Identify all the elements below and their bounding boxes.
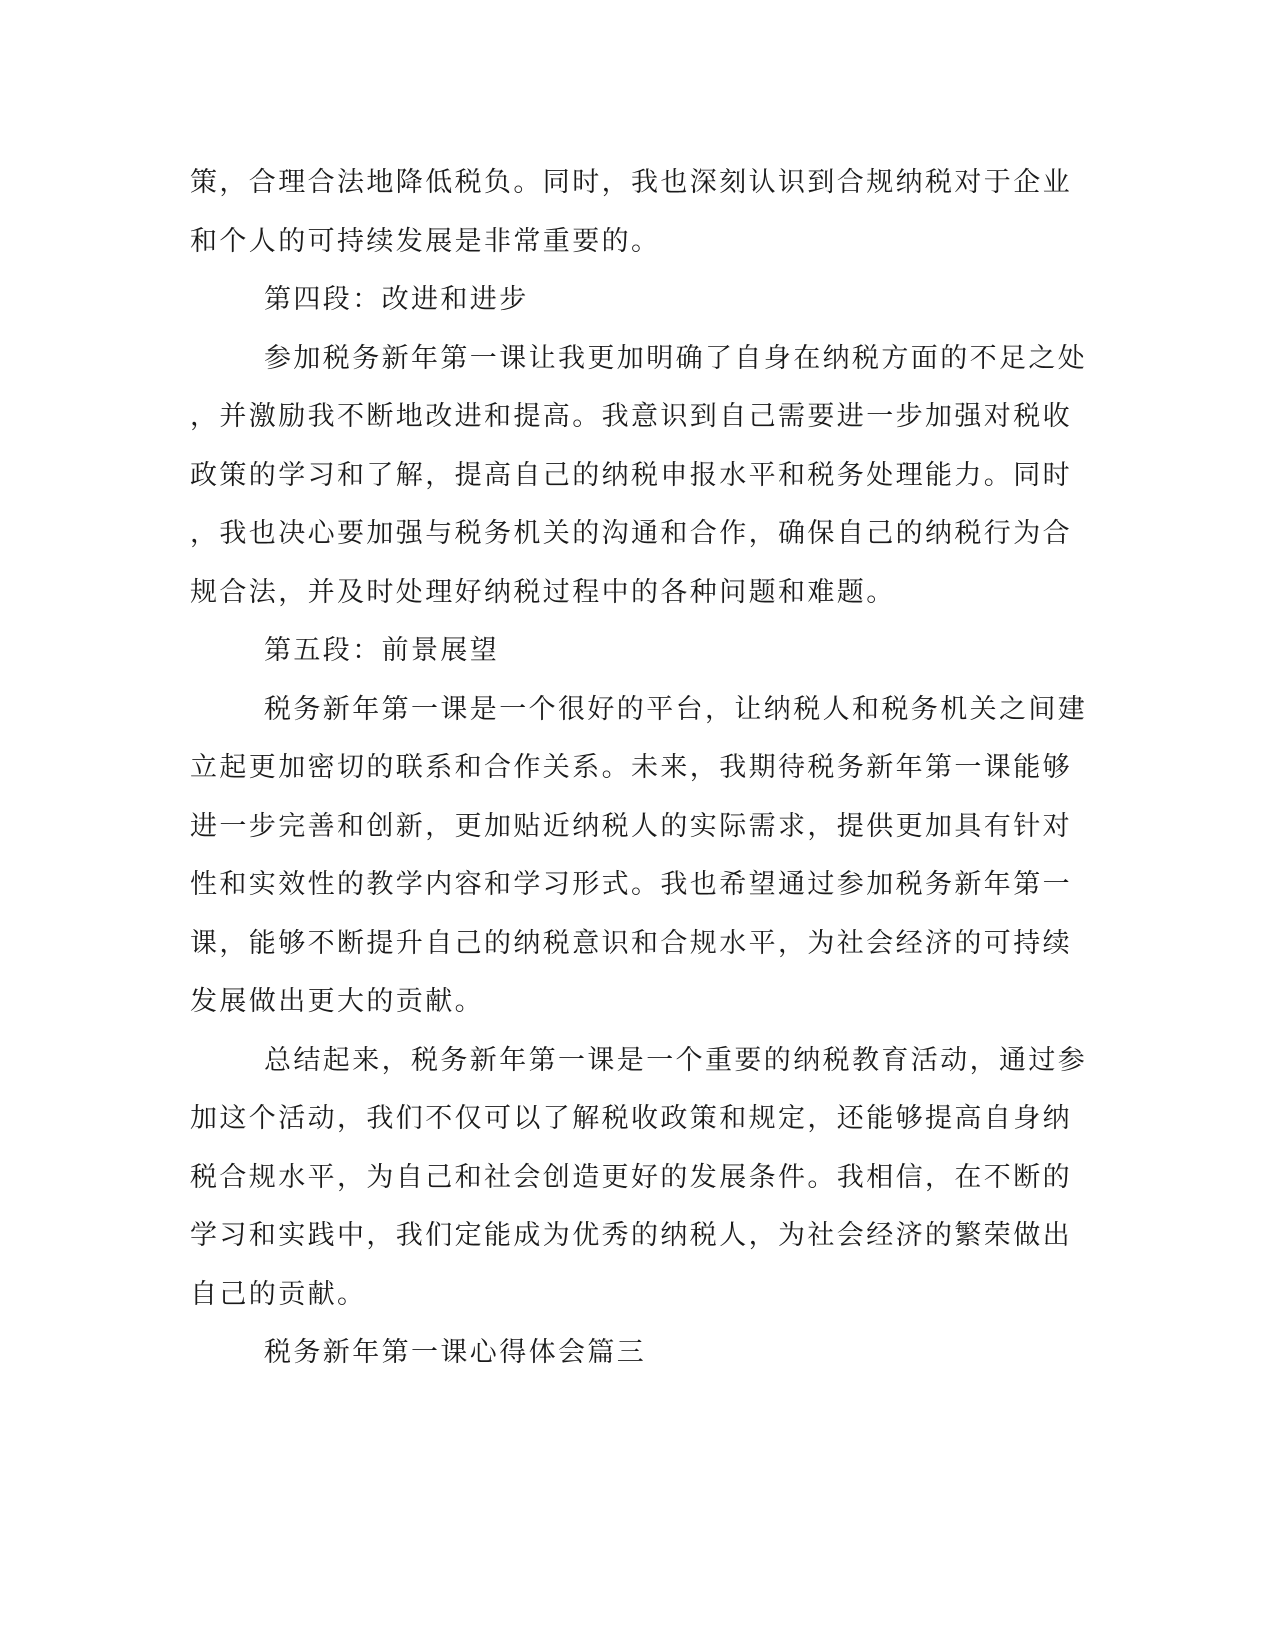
- text-line: 和个人的可持续发展是非常重要的。: [190, 226, 661, 257]
- text-line: 课，能够不断提升自己的纳税意识和合规水平，为社会经济的可持续: [190, 928, 1072, 959]
- text-line: 税务新年第一课是一个很好的平台，让纳税人和税务机关之间建: [264, 694, 1088, 725]
- text-line: 政策的学习和了解，提高自己的纳税申报水平和税务处理能力。同时: [190, 460, 1072, 491]
- text-line: 规合法，并及时处理好纳税过程中的各种问题和难题。: [190, 577, 896, 608]
- text-line: 总结起来，税务新年第一课是一个重要的纳税教育活动，通过参: [264, 1045, 1088, 1076]
- text-line: 参加税务新年第一课让我更加明确了自身在纳税方面的不足之处: [264, 343, 1088, 374]
- section-heading: 第四段：改进和进步: [264, 284, 529, 315]
- text-line: 税合规水平，为自己和社会创造更好的发展条件。我相信，在不断的: [190, 1162, 1072, 1193]
- text-line: 进一步完善和创新，更加贴近纳税人的实际需求，提供更加具有针对: [190, 811, 1072, 842]
- text-line: ，我也决心要加强与税务机关的沟通和合作，确保自己的纳税行为合: [190, 518, 1072, 549]
- text-line: ，并激励我不断地改进和提高。我意识到自己需要进一步加强对税收: [190, 401, 1072, 432]
- text-line: 学习和实践中，我们定能成为优秀的纳税人，为社会经济的繁荣做出: [190, 1220, 1072, 1251]
- text-line: 加这个活动，我们不仅可以了解税收政策和规定，还能够提高自身纳: [190, 1103, 1072, 1134]
- text-line: 立起更加密切的联系和合作关系。未来，我期待税务新年第一课能够: [190, 752, 1072, 783]
- text-line: 策，合理合法地降低税负。同时，我也深刻认识到合规纳税对于企业: [190, 167, 1072, 198]
- text-line: 发展做出更大的贡献。: [190, 986, 484, 1017]
- section-heading: 第五段：前景展望: [264, 635, 500, 666]
- text-line: 自己的贡献。: [190, 1279, 367, 1310]
- text-line: 性和实效性的教学内容和学习形式。我也希望通过参加税务新年第一: [190, 869, 1072, 900]
- section-title: 税务新年第一课心得体会篇三: [264, 1337, 647, 1368]
